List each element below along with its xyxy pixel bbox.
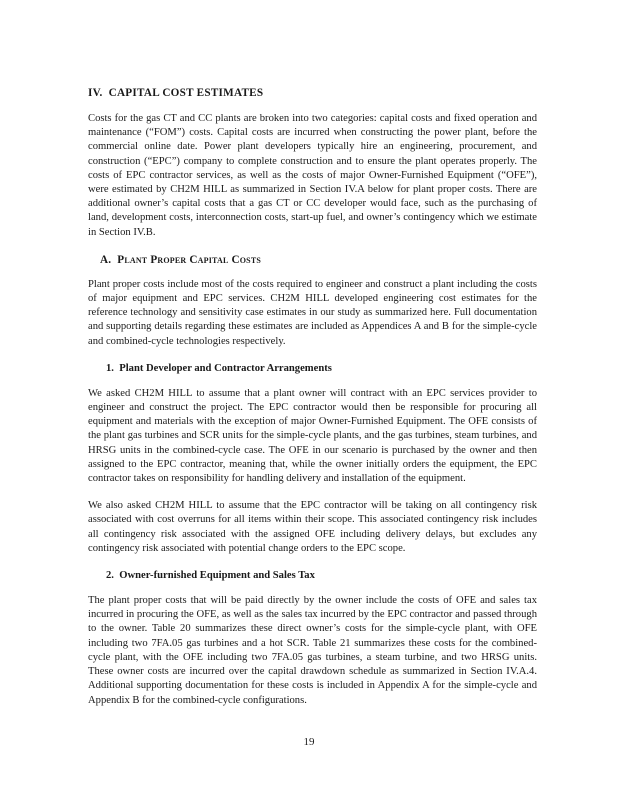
contractor-paragraph-2: We also asked CH2M HILL to assume that the EPC contractor will be taking on all contingency risk associated with cost overruns for all items within their scope. This associated contingency risk includes all contingency risk associated with the assigned OFE including delivery delays, but excludes any contingency risk associated with potential change orders to the EPC scope. xyxy=(88,500,537,554)
page-number: 19 xyxy=(303,736,315,748)
page-content xyxy=(88,86,537,721)
section-title: CAPITAL COST ESTIMATES xyxy=(108,87,264,99)
section-heading xyxy=(88,86,537,100)
subsection-2-title: Owner-furnished Equipment and Sales Tax xyxy=(119,570,315,582)
subsection-a-title: Plant Proper Capital Costs xyxy=(117,253,262,266)
subsection-1-title: Plant Developer and Contractor Arrangements xyxy=(119,362,332,374)
contractor-paragraph-1: We asked CH2M HILL to assume that a plant owner will contract with an EPC services provider to engineer and construct the project. The EPC contractor would then be responsible for procuring all equipment and materials with the exception of major Owner-Furnished Equipment. The OFE consists of the plant gas turbines and SCR units for the simple-cycle plants, and the gas turbines, steam turbines, and HRSG units in the combined-cycle case. The OFE in our scenario is purchased by the owner and then assigned to the EPC contractor, meaning that, while the owner initially orders the equipment, the EPC contractor takes on responsibility for handling delivery and installation of the equipment. xyxy=(88,387,537,485)
subsection-1-label: 1. xyxy=(106,362,114,374)
subsection-2-label: 2. xyxy=(106,570,114,582)
subsection-a-heading xyxy=(100,253,537,267)
ofe-paragraph: The plant proper costs that will be paid directly by the owner include the costs of OFE and sales tax incurred in procuring the OFE, as well as the sales tax incurred by the EPC contractor and passed through to the owner. Table 20 summarizes these direct owner’s costs for the simple-cycle plant, with OFE including two 7FA.05 gas turbines and a hot SCR. Table 21 summarizes these costs for the combined-cycle plant, with the OFE including two 7FA.05 gas turbines, a steam turbine, and two HRSG units. These owner costs are incurred over the capital drawdown schedule as summarized in Section IV.A.4. Additional supporting documentation for these costs is included in Appendix A for the simple-cycle and Appendix B for the combined-cycle configurations. xyxy=(88,595,537,706)
subsection-1-heading xyxy=(106,362,537,376)
intro-paragraph: Costs for the gas CT and CC plants are broken into two categories: capital costs and fixed operation and maintenance (“FOM”) costs. Capital costs are incurred when constructing the power plant, before the commercial online date. Power plant developers typically hire an engineering, procurement, and construction (“EPC”) company to complete construction and to ensure the plant operates properly. The costs of EPC contractor services, as well as the costs of major Owner-Furnished Equipment (“OFE”), were estimated by CH2M HILL as summarized in Section IV.A below for plant proper costs. There are additional owner’s capital costs that a gas CT or CC developer would face, such as the purchasing of land, development costs, interconnection costs, start-up fuel, and owner’s contingency which we estimate in Section IV.B. xyxy=(88,113,537,238)
subsection-a-label: A. xyxy=(100,253,112,266)
plant-proper-paragraph: Plant proper costs include most of the costs required to engineer and construct a plant including the costs of major equipment and EPC services. CH2M HILL developed engineering cost estimates for the reference technology and sensitivity case estimates in our study as summarized here. Full documentation and supporting details regarding these estimates are included as Appendices A and B for the simple-cycle and combined-cycle technologies respectively. xyxy=(88,278,537,347)
section-number: IV. xyxy=(88,87,103,99)
subsection-2-heading xyxy=(106,569,537,583)
